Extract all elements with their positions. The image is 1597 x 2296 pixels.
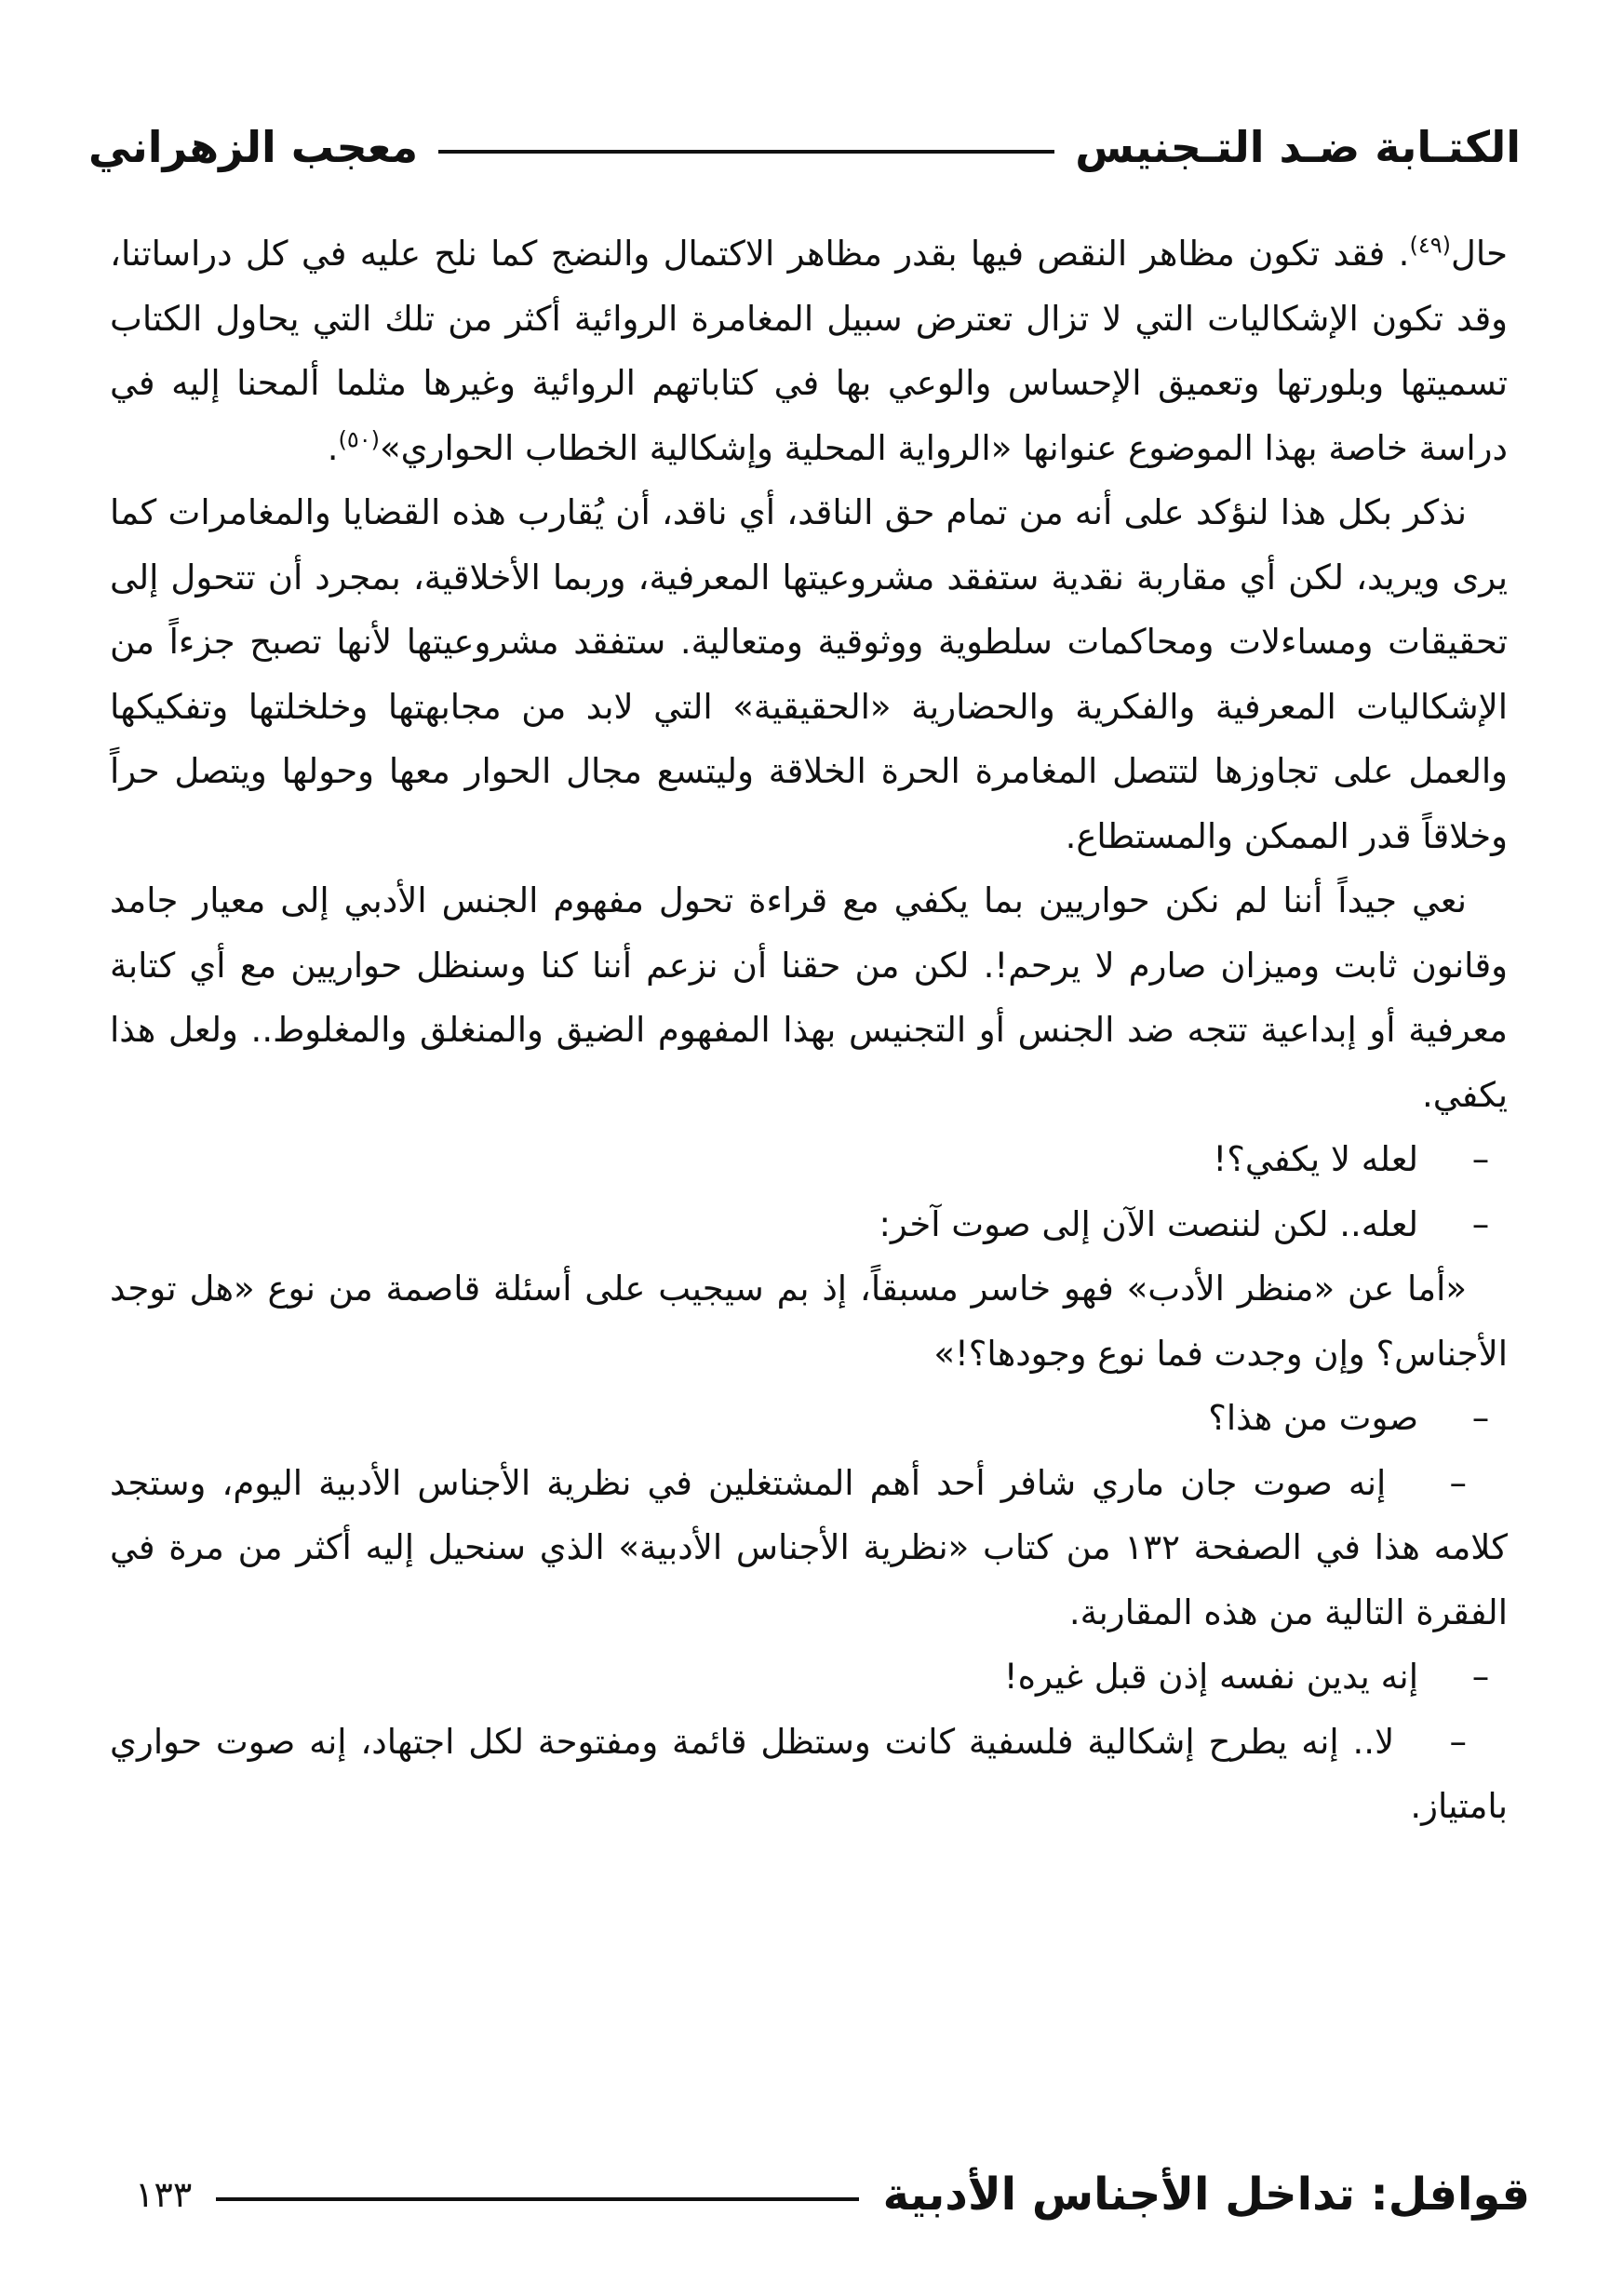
dialog-line-1 [110, 1127, 1508, 1192]
footnote-ref-50: (٥٠) [338, 426, 380, 453]
dialog-dash: – [1471, 1398, 1490, 1438]
dialog-text: إنه يدين نفسه إذن قبل غيره! [1003, 1657, 1418, 1697]
dialog-dash: – [1471, 1657, 1490, 1697]
page-number: ١٣٣ [135, 2174, 193, 2215]
dialog-dash: – [1449, 1462, 1468, 1503]
paragraph-1: حال$^{(٤٩)}$. فقد تكون مظاهر النقص فيها بقدر مظاهر الاكتمال والنضج كما نلح عليه في كل دراساتنا، وقد تكون الإشكاليات التي لا تزال تعترض سبيل المغامرة الروائية أكثر من تلك التي يحاول الكتاب تسميتها وبلورتها وتعميق الإحساس والوعي بها في كتاباتهم الروائية وغيرها مثلما ألمحنا إليه في دراسة خاصة بهذا الموضوع عنوانها «الرواية المحلية وإشكالية الخطاب الحواري»$^{(٥٠)}$. [110, 232, 1508, 468]
book-title: الكتـابة ضـد التـجنيس [1075, 122, 1521, 172]
page-body [110, 222, 1508, 1839]
paragraph-3: نعي جيداً أننا لم نكن حواريين بما يكفي مع قراءة تحول مفهوم الجنس الأدبي إلى معيار جامد وقانون ثابت وميزان صارم لا يرحم!. لكن من حقنا أن نزعم أننا كنا وسنظل حواريين مع أي كتابة معرفية أو إبداعية تتجه ضد الجنس أو التجنيس بهذا المفهوم الضيق والمنغلق والمغلوط.. ولعل هذا يكفي. [110, 880, 1508, 1115]
header-rule [438, 150, 1054, 154]
dialog-dash: – [1449, 1721, 1467, 1762]
dialog-line-3 [110, 1386, 1508, 1451]
journal-title: قوافل: تداخل الأجناس الأدبية [882, 2168, 1530, 2221]
dialog-paragraph-6: – لا.. إنه يطرح إشكالية فلسفية كانت وستظل قائمة ومفتوحة لكل اجتهاد، إنه صوت حواري بامتياز. [110, 1721, 1508, 1826]
paragraph-2: نذكر بكل هذا لنؤكد على أنه من تمام حق الناقد، أي ناقد، أن يُقارب هذه القضايا والمغامرات كما يرى ويريد، لكن أي مقاربة نقدية ستفقد مشروعيتها المعرفية، وربما الأخلاقية، بمجرد أن تتحول إلى تحقيقات ومساءلات ومحاكمات سلطوية ووثوقية ومتعالية. ستفقد مشروعيتها لأنها تصبح جزءاً من الإشكاليات المعرفية والفكرية والحضارية «الحقيقية» التي لابد من مجابهتها وخلخلتها وتفكيكها والعمل على تجاوزها لتتصل المغامرة الحرة الخلاقة وليتسع مجال الحوار معها وحولها ويتصل حراً وخلاقاً قدر الممكن والمستطاع. [110, 492, 1508, 856]
dialog-line-2 [110, 1192, 1508, 1257]
page-footer [135, 2157, 1530, 2232]
dialog-dash: – [1471, 1139, 1490, 1179]
quotation: «أما عن «منظر الأدب» فهو خاسر مسبقاً، إذ بم سيجيب على أسئلة قاصمة من نوع «هل توجد الأجناس؟ وإن وجدت فما نوع وجودها؟!» [110, 1269, 1508, 1374]
dialog-paragraph-4: – إنه صوت جان ماري شافر أحد أهم المشتغلين في نظرية الأجناس الأدبية اليوم، وستجد كلامه هذا في الصفحة ١٣٢ من كتاب «نظرية الأجناس الأدبية» الذي سنحيل إليه أكثر من مرة في الفقرة التالية من هذه المقاربة. [110, 1462, 1508, 1632]
dialog-dash: – [1471, 1203, 1490, 1244]
dialog-text: لعله لا يكفي؟! [1213, 1139, 1418, 1179]
footnote-ref-49: (٤٩) [1409, 232, 1451, 259]
dialog-text: صوت من هذا؟ [1208, 1398, 1418, 1438]
running-header [88, 110, 1521, 184]
dialog-line-5 [110, 1645, 1508, 1710]
footer-rule [216, 2197, 858, 2201]
author-name: معجب الزهراني [88, 122, 419, 172]
dialog-text: لعله.. لكن لننصت الآن إلى صوت آخر: [879, 1203, 1418, 1244]
